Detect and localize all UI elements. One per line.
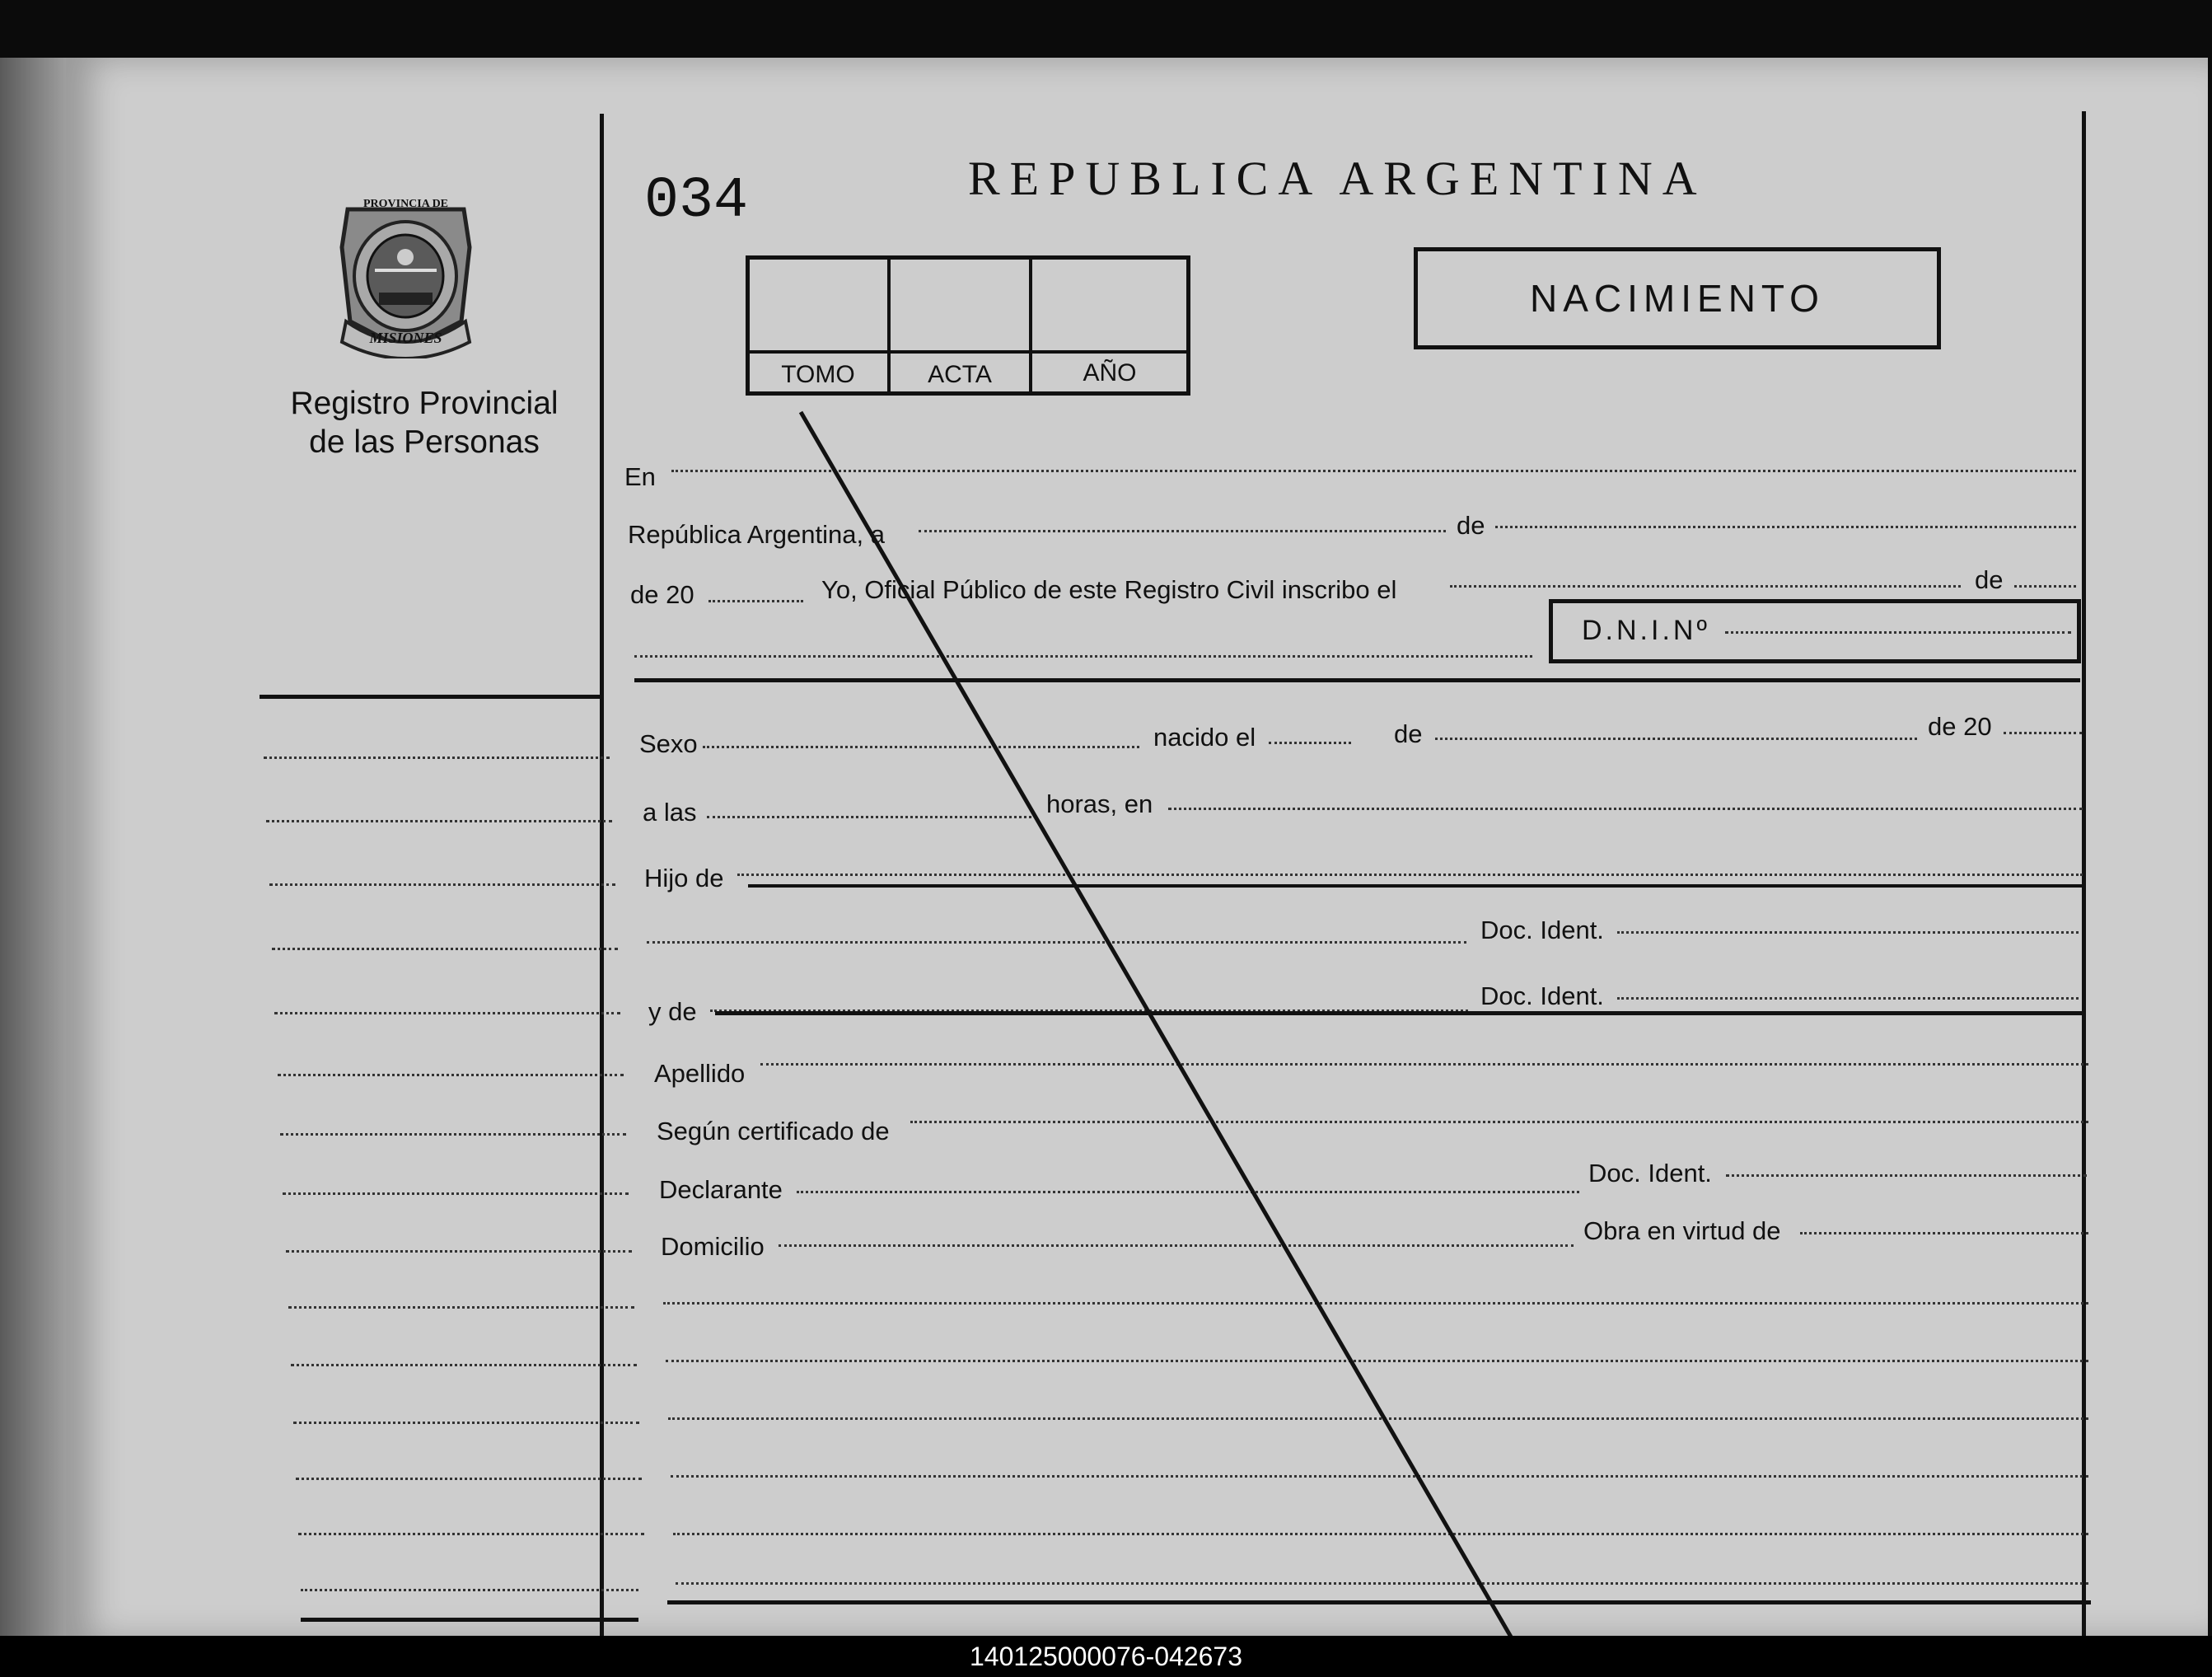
label-nacido: nacido el	[1153, 723, 1256, 752]
label-doc-ident-2: Doc. Ident.	[1480, 981, 1604, 1010]
record-type-box: NACIMIENTO	[1414, 247, 1941, 349]
label-en: En	[624, 462, 656, 491]
acta-label: ACTA	[928, 361, 992, 388]
label-hijo-de: Hijo de	[644, 864, 724, 892]
label-y-de: y de	[648, 997, 697, 1026]
label-de-3: de	[1394, 719, 1423, 748]
label-apellido: Apellido	[654, 1059, 746, 1088]
registry-line2: de las Personas	[309, 424, 540, 460]
image-id-caption: 140125000076-042673	[0, 1636, 2212, 1677]
seal-bottom-text: MISIONES	[369, 330, 442, 346]
label-domicilio: Domicilio	[661, 1232, 765, 1261]
label-sexo: Sexo	[639, 729, 698, 758]
page-number: 034	[644, 169, 749, 234]
label-a-las: a las	[643, 798, 697, 827]
label-segun: Según certificado de	[657, 1117, 890, 1145]
anio-label: AÑO	[1083, 359, 1137, 386]
registry-line1: Registro Provincial	[290, 386, 559, 421]
label-de-1: de	[1457, 511, 1485, 540]
label-de20-2: de 20	[1928, 712, 1992, 741]
dni-label: D.N.I.Nº	[1582, 615, 1710, 646]
label-doc-ident-1: Doc. Ident.	[1480, 916, 1604, 944]
label-obra: Obra en virtud de	[1583, 1216, 1781, 1245]
label-horas: horas, en	[1046, 789, 1153, 818]
seal-top-text: PROVINCIA DE	[362, 198, 449, 210]
label-de20-1: de 20	[630, 580, 694, 609]
country-title: REPUBLICA ARGENTINA	[968, 152, 1707, 205]
label-declarante: Declarante	[659, 1175, 783, 1204]
label-oficial: Yo, Oficial Público de este Registro Civil inscribo el	[821, 575, 1397, 604]
label-republica: República Argentina, a	[628, 520, 885, 549]
tomo-label: TOMO	[781, 361, 855, 388]
label-doc-ident-3: Doc. Ident.	[1588, 1159, 1712, 1187]
label-de-2: de	[1975, 565, 2004, 594]
